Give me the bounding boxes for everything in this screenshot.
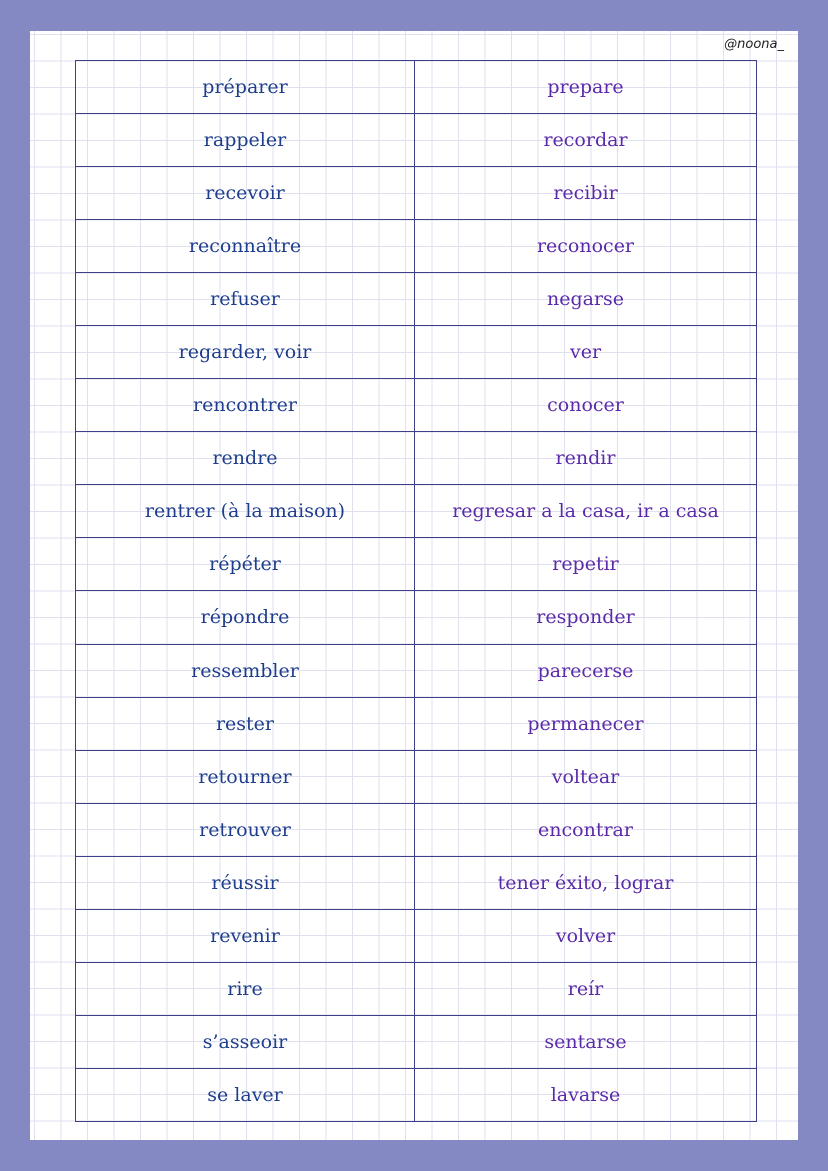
vocab-row bbox=[76, 697, 757, 750]
spanish-translation: permanecer bbox=[415, 697, 757, 750]
spanish-translation: conocer bbox=[415, 379, 757, 432]
spanish-translation: voltear bbox=[415, 750, 757, 803]
vocab-row bbox=[76, 803, 757, 856]
vocab-row bbox=[76, 962, 757, 1015]
vocab-row bbox=[76, 909, 757, 962]
spanish-translation: responder bbox=[415, 591, 757, 644]
spanish-translation: repetir bbox=[415, 538, 757, 591]
spanish-translation: rendir bbox=[415, 432, 757, 485]
spanish-translation: recordar bbox=[415, 114, 757, 167]
vocab-row bbox=[76, 379, 757, 432]
french-word: rentrer (à la maison) bbox=[76, 485, 415, 538]
french-word: rendre bbox=[76, 432, 415, 485]
spanish-translation: negarse bbox=[415, 273, 757, 326]
vocab-row bbox=[76, 432, 757, 485]
french-word: répéter bbox=[76, 538, 415, 591]
spanish-translation: tener éxito, lograr bbox=[415, 856, 757, 909]
french-word: retourner bbox=[76, 750, 415, 803]
french-word: ressembler bbox=[76, 644, 415, 697]
vocab-row bbox=[76, 485, 757, 538]
spanish-translation: prepare bbox=[415, 61, 757, 114]
french-word: préparer bbox=[76, 61, 415, 114]
spanish-translation: sentarse bbox=[415, 1015, 757, 1068]
french-word: rappeler bbox=[76, 114, 415, 167]
french-word: recevoir bbox=[76, 167, 415, 220]
vocab-row bbox=[76, 326, 757, 379]
vocab-row bbox=[76, 1068, 757, 1121]
spanish-translation: encontrar bbox=[415, 803, 757, 856]
french-word: réussir bbox=[76, 856, 415, 909]
french-word: reconnaître bbox=[76, 220, 415, 273]
notebook-sheet bbox=[30, 31, 798, 1140]
spanish-translation: parecerse bbox=[415, 644, 757, 697]
spanish-translation: regresar a la casa, ir a casa bbox=[415, 485, 757, 538]
vocab-row bbox=[76, 750, 757, 803]
vocab-row bbox=[76, 1015, 757, 1068]
vocab-row bbox=[76, 591, 757, 644]
french-word: rencontrer bbox=[76, 379, 415, 432]
vocab-row bbox=[76, 114, 757, 167]
french-word: revenir bbox=[76, 909, 415, 962]
spanish-translation: reconocer bbox=[415, 220, 757, 273]
french-word: se laver bbox=[76, 1068, 415, 1121]
spanish-translation: ver bbox=[415, 326, 757, 379]
vocab-row bbox=[76, 538, 757, 591]
spanish-translation: reír bbox=[415, 962, 757, 1015]
vocab-row bbox=[76, 61, 757, 114]
french-word: refuser bbox=[76, 273, 415, 326]
vocab-row bbox=[76, 644, 757, 697]
french-word: rester bbox=[76, 697, 415, 750]
french-word: retrouver bbox=[76, 803, 415, 856]
vocab-row bbox=[76, 220, 757, 273]
spanish-translation: volver bbox=[415, 909, 757, 962]
spanish-translation: recibir bbox=[415, 167, 757, 220]
spanish-translation: lavarse bbox=[415, 1068, 757, 1121]
vocabulary-rows bbox=[76, 61, 757, 1122]
vocab-row bbox=[76, 167, 757, 220]
french-word: répondre bbox=[76, 591, 415, 644]
vocab-row bbox=[76, 856, 757, 909]
french-word: s’asseoir bbox=[76, 1015, 415, 1068]
vocab-row bbox=[76, 273, 757, 326]
french-word: regarder, voir bbox=[76, 326, 415, 379]
author-handle: @noona_ bbox=[724, 37, 784, 52]
french-word: rire bbox=[76, 962, 415, 1015]
vocabulary-table bbox=[75, 60, 757, 1122]
